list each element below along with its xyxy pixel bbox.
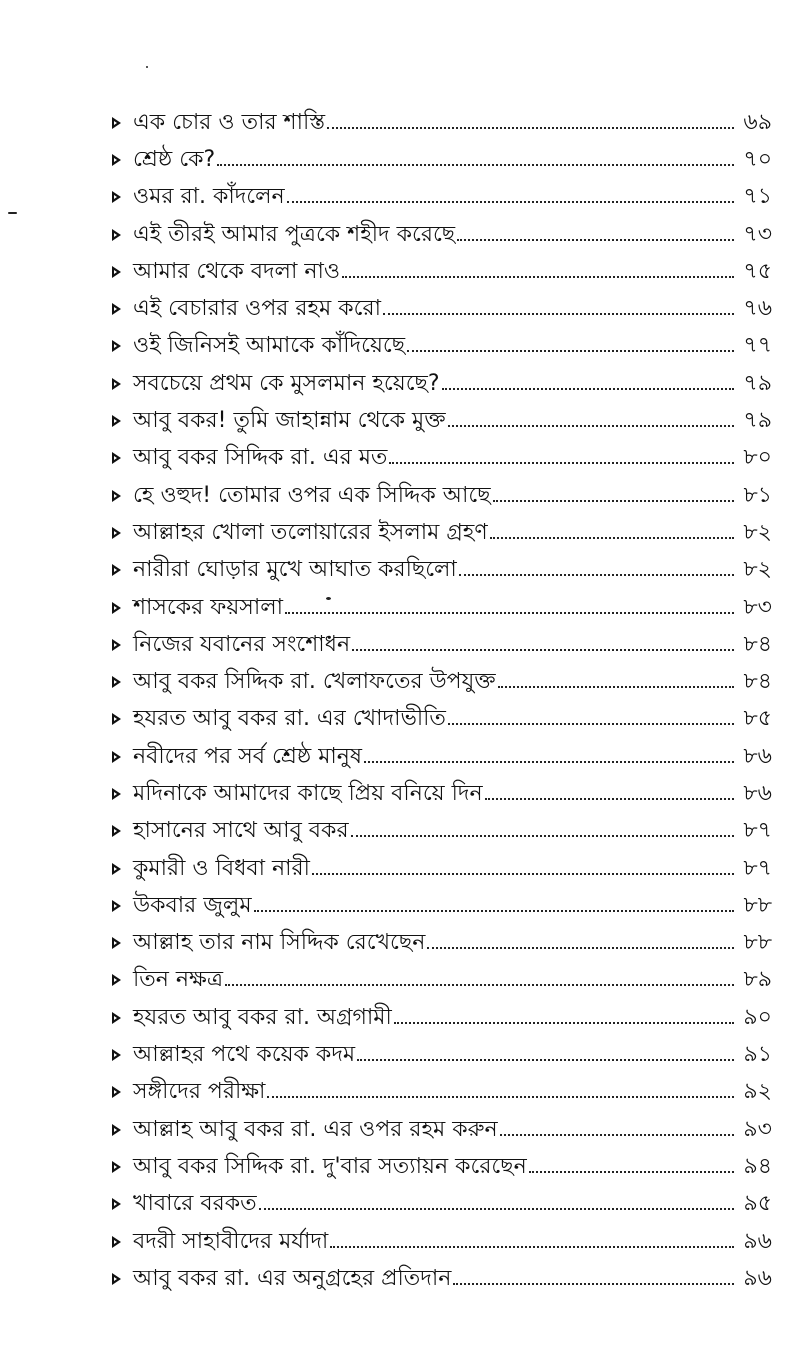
toc-entry xyxy=(112,999,772,1036)
toc-entry-page: ৮৭ xyxy=(743,818,772,844)
bullet-triangle-icon xyxy=(112,490,121,502)
toc-entry xyxy=(112,290,772,327)
toc-entry xyxy=(112,626,772,663)
toc-entry-title: বদরী সাহাবীদের মর্যাদা xyxy=(133,1228,329,1254)
toc-entry-title: উকবার জুলুম xyxy=(133,892,252,918)
toc-entry-page: ৭৩ xyxy=(743,221,772,247)
toc-entry-page: ৮৫ xyxy=(743,706,772,732)
dot-leader xyxy=(427,947,734,949)
dot-leader xyxy=(448,723,734,725)
toc-entry xyxy=(112,477,772,514)
dot-leader xyxy=(327,127,734,129)
bullet-triangle-icon xyxy=(112,1012,121,1024)
toc-entry xyxy=(112,850,772,887)
toc-entry-page: ৯৩ xyxy=(743,1116,772,1142)
toc-entry-title: নবীদের পর সর্ব শ্রেষ্ঠ মানুষ xyxy=(133,743,363,769)
toc-entry-title: আল্লাহ আবু বকর রা. এর ওপর রহম করুন xyxy=(133,1116,498,1142)
toc-entry-page: ৭৭ xyxy=(743,333,772,359)
bullet-triangle-icon xyxy=(112,340,121,352)
toc-entry-page: ৭৬ xyxy=(743,296,772,322)
dot-leader xyxy=(259,1208,734,1210)
dot-leader xyxy=(490,537,734,539)
ink-speck xyxy=(8,212,17,214)
bullet-triangle-icon xyxy=(112,452,121,464)
toc-entry-title: হে ওহুদ! তোমার ওপর এক সিদ্দিক আছে xyxy=(133,482,491,508)
toc-entry-page: ৭৯ xyxy=(743,408,772,434)
toc-entry xyxy=(112,141,772,178)
bullet-triangle-icon xyxy=(112,527,121,539)
toc-entry-title: কুমারী ও বিধবা নারী xyxy=(133,855,310,881)
dot-leader xyxy=(498,686,734,688)
dot-leader xyxy=(453,1283,734,1285)
dot-leader xyxy=(342,276,734,278)
dot-leader xyxy=(287,201,734,203)
table-of-contents xyxy=(112,104,772,1298)
bullet-triangle-icon xyxy=(112,564,121,576)
bullet-triangle-icon xyxy=(112,229,121,241)
dot-leader xyxy=(448,425,734,427)
toc-entry-title: তিন নক্ষত্র xyxy=(133,967,224,993)
dot-leader xyxy=(357,1059,734,1061)
bullet-triangle-icon xyxy=(112,825,121,837)
bullet-triangle-icon xyxy=(112,303,121,315)
toc-entry-title: আবু বকর সিদ্দিক রা. খেলাফতের উপযুক্ত xyxy=(133,669,496,695)
dot-leader xyxy=(351,835,734,837)
dot-leader xyxy=(267,1096,734,1098)
toc-entry-title: ওমর রা. কাঁদলেন xyxy=(133,184,285,210)
toc-entry xyxy=(112,104,772,141)
toc-entry-title: সবচেয়ে প্রথম কে মুসলমান হয়েছে? xyxy=(133,370,440,396)
ink-speck xyxy=(146,66,148,68)
toc-entry xyxy=(112,701,772,738)
toc-entry xyxy=(112,1186,772,1223)
bullet-triangle-icon xyxy=(112,1161,121,1173)
dot-leader xyxy=(529,1171,734,1173)
toc-entry-title: আল্লাহর খোলা তলোয়ারের ইসলাম গ্রহণ xyxy=(133,519,488,545)
toc-entry-page: ৯১ xyxy=(743,1042,772,1068)
toc-entry xyxy=(112,738,772,775)
toc-entry-title: এক চোর ও তার শাস্তি xyxy=(133,109,326,135)
dot-leader xyxy=(364,761,734,763)
dot-leader xyxy=(459,574,734,576)
toc-entry-page: ৯৫ xyxy=(743,1191,772,1217)
toc-entry-page: ৮৭ xyxy=(743,855,772,881)
toc-entry-title: নিজের যবানের সংশোধন xyxy=(133,631,351,657)
toc-entry xyxy=(112,552,772,589)
dot-leader xyxy=(407,350,734,352)
toc-entry-title: সঙ্গীদের পরীক্ষা xyxy=(133,1079,266,1105)
toc-entry-title: শাসকের ফয়সালা xyxy=(133,594,283,620)
toc-entry xyxy=(112,253,772,290)
bullet-triangle-icon xyxy=(112,1049,121,1061)
toc-entry-page: ৯৪ xyxy=(743,1153,772,1179)
bullet-triangle-icon xyxy=(112,378,121,390)
toc-entry xyxy=(112,402,772,439)
bullet-triangle-icon xyxy=(112,1198,121,1210)
toc-entry xyxy=(112,328,772,365)
toc-entry-page: ৮৪ xyxy=(743,631,772,657)
toc-entry-title: হযরত আবু বকর রা. এর খোদাভীতি xyxy=(133,706,446,732)
toc-entry-page: ৭৫ xyxy=(743,258,772,284)
toc-entry xyxy=(112,813,772,850)
dot-leader xyxy=(330,1246,734,1248)
toc-entry-page: ৭৯ xyxy=(743,370,772,396)
dot-leader xyxy=(493,500,734,502)
toc-entry-page: ৭০ xyxy=(743,146,772,172)
dot-leader xyxy=(442,388,734,390)
toc-entry xyxy=(112,663,772,700)
toc-entry xyxy=(112,775,772,812)
bullet-triangle-icon xyxy=(112,415,121,427)
dot-leader xyxy=(285,612,734,614)
toc-entry-title: এই তীরই আমার পুত্রকে শহীদ করেছে xyxy=(133,221,456,247)
toc-entry xyxy=(112,887,772,924)
toc-entry-page: ৭১ xyxy=(743,184,772,210)
toc-entry-title: নারীরা ঘোড়ার মুখে আঘাত করছিলো xyxy=(133,557,457,583)
toc-entry xyxy=(112,179,772,216)
toc-entry-title: মদিনাকে আমাদের কাছে প্রিয় বনিয়ে দিন xyxy=(133,780,483,806)
toc-entry-title: ওই জিনিসই আমাকে কাঁদিয়েছে xyxy=(133,333,406,359)
toc-entry-page: ৯৬ xyxy=(743,1228,772,1254)
toc-entry-page: ৮০ xyxy=(743,445,772,471)
toc-entry-title: খাবারে বরকত xyxy=(133,1191,257,1217)
toc-entry-page: ৮৬ xyxy=(743,743,772,769)
toc-entry xyxy=(112,1036,772,1073)
dot-leader xyxy=(500,1134,734,1136)
bullet-triangle-icon xyxy=(112,117,121,129)
toc-entry-page: ৮২ xyxy=(743,519,772,545)
toc-entry-page: ৯০ xyxy=(743,1004,772,1030)
dot-leader xyxy=(312,873,734,875)
bullet-triangle-icon xyxy=(112,751,121,763)
dot-leader xyxy=(254,910,734,912)
toc-entry-title: আমার থেকে বদলা নাও xyxy=(133,258,341,284)
toc-entry xyxy=(112,216,772,253)
toc-entry-page: ৮৪ xyxy=(743,669,772,695)
toc-entry-page: ৮১ xyxy=(743,482,772,508)
toc-entry-page: ৮৮ xyxy=(743,930,772,956)
toc-entry-title: হাসানের সাথে আবু বকর xyxy=(133,818,349,844)
bullet-triangle-icon xyxy=(112,266,121,278)
toc-entry-title: আল্লাহ তার নাম সিদ্দিক রেখেছেন xyxy=(133,930,426,956)
bullet-triangle-icon xyxy=(112,1236,121,1248)
bullet-triangle-icon xyxy=(112,900,121,912)
toc-entry-page: ৮৬ xyxy=(743,780,772,806)
bullet-triangle-icon xyxy=(112,713,121,725)
toc-entry xyxy=(112,365,772,402)
toc-entry xyxy=(112,440,772,477)
dot-leader xyxy=(457,239,734,241)
bullet-triangle-icon xyxy=(112,1273,121,1285)
toc-entry xyxy=(112,1148,772,1185)
toc-entry-page: ৮৮ xyxy=(743,892,772,918)
toc-entry-page: ৮২ xyxy=(743,557,772,583)
dot-leader xyxy=(389,462,734,464)
toc-entry-title: আবু বকর সিদ্দিক রা. এর মত xyxy=(133,445,388,471)
bullet-triangle-icon xyxy=(112,191,121,203)
toc-entry xyxy=(112,514,772,551)
toc-entry xyxy=(112,925,772,962)
toc-entry-title: হযরত আবু বকর রা. অগ্রগামী xyxy=(133,1004,392,1030)
bullet-triangle-icon xyxy=(112,602,121,614)
toc-entry-page: ৬৯ xyxy=(743,109,772,135)
bullet-triangle-icon xyxy=(112,788,121,800)
toc-entry xyxy=(112,1074,772,1111)
toc-entry xyxy=(112,1111,772,1148)
toc-entry xyxy=(112,589,772,626)
toc-entry-page: ৯৬ xyxy=(743,1265,772,1291)
toc-entry xyxy=(112,1260,772,1297)
toc-entry-page: ৮৩ xyxy=(743,594,772,620)
bullet-triangle-icon xyxy=(112,639,121,651)
toc-entry xyxy=(112,962,772,999)
bullet-triangle-icon xyxy=(112,676,121,688)
toc-entry xyxy=(112,1223,772,1260)
dot-leader xyxy=(217,164,734,166)
dot-leader xyxy=(485,798,734,800)
dot-leader xyxy=(394,1022,734,1024)
bullet-triangle-icon xyxy=(112,1086,121,1098)
toc-entry-page: ৮৯ xyxy=(743,967,772,993)
toc-entry-title: আল্লাহর পথে কয়েক কদম xyxy=(133,1042,356,1068)
toc-entry-title: আবু বকর সিদ্দিক রা. দু'বার সত্যায়ন করেছেন xyxy=(133,1153,527,1179)
bullet-triangle-icon xyxy=(112,863,121,875)
bullet-triangle-icon xyxy=(112,1124,121,1136)
toc-entry-title: আবু বকর! তুমি জাহান্নাম থেকে মুক্ত xyxy=(133,408,446,434)
toc-entry-title: এই বেচারার ওপর রহম করো xyxy=(133,296,381,322)
bullet-triangle-icon xyxy=(112,154,121,166)
toc-entry-page: ৯২ xyxy=(743,1079,772,1105)
dot-leader xyxy=(225,984,734,986)
toc-entry-title: আবু বকর রা. এর অনুগ্রহের প্রতিদান xyxy=(133,1265,452,1291)
bullet-triangle-icon xyxy=(112,937,121,949)
dot-leader xyxy=(352,649,734,651)
toc-entry-title: শ্রেষ্ঠ কে? xyxy=(133,146,216,172)
bullet-triangle-icon xyxy=(112,974,121,986)
dot-leader xyxy=(383,313,734,315)
